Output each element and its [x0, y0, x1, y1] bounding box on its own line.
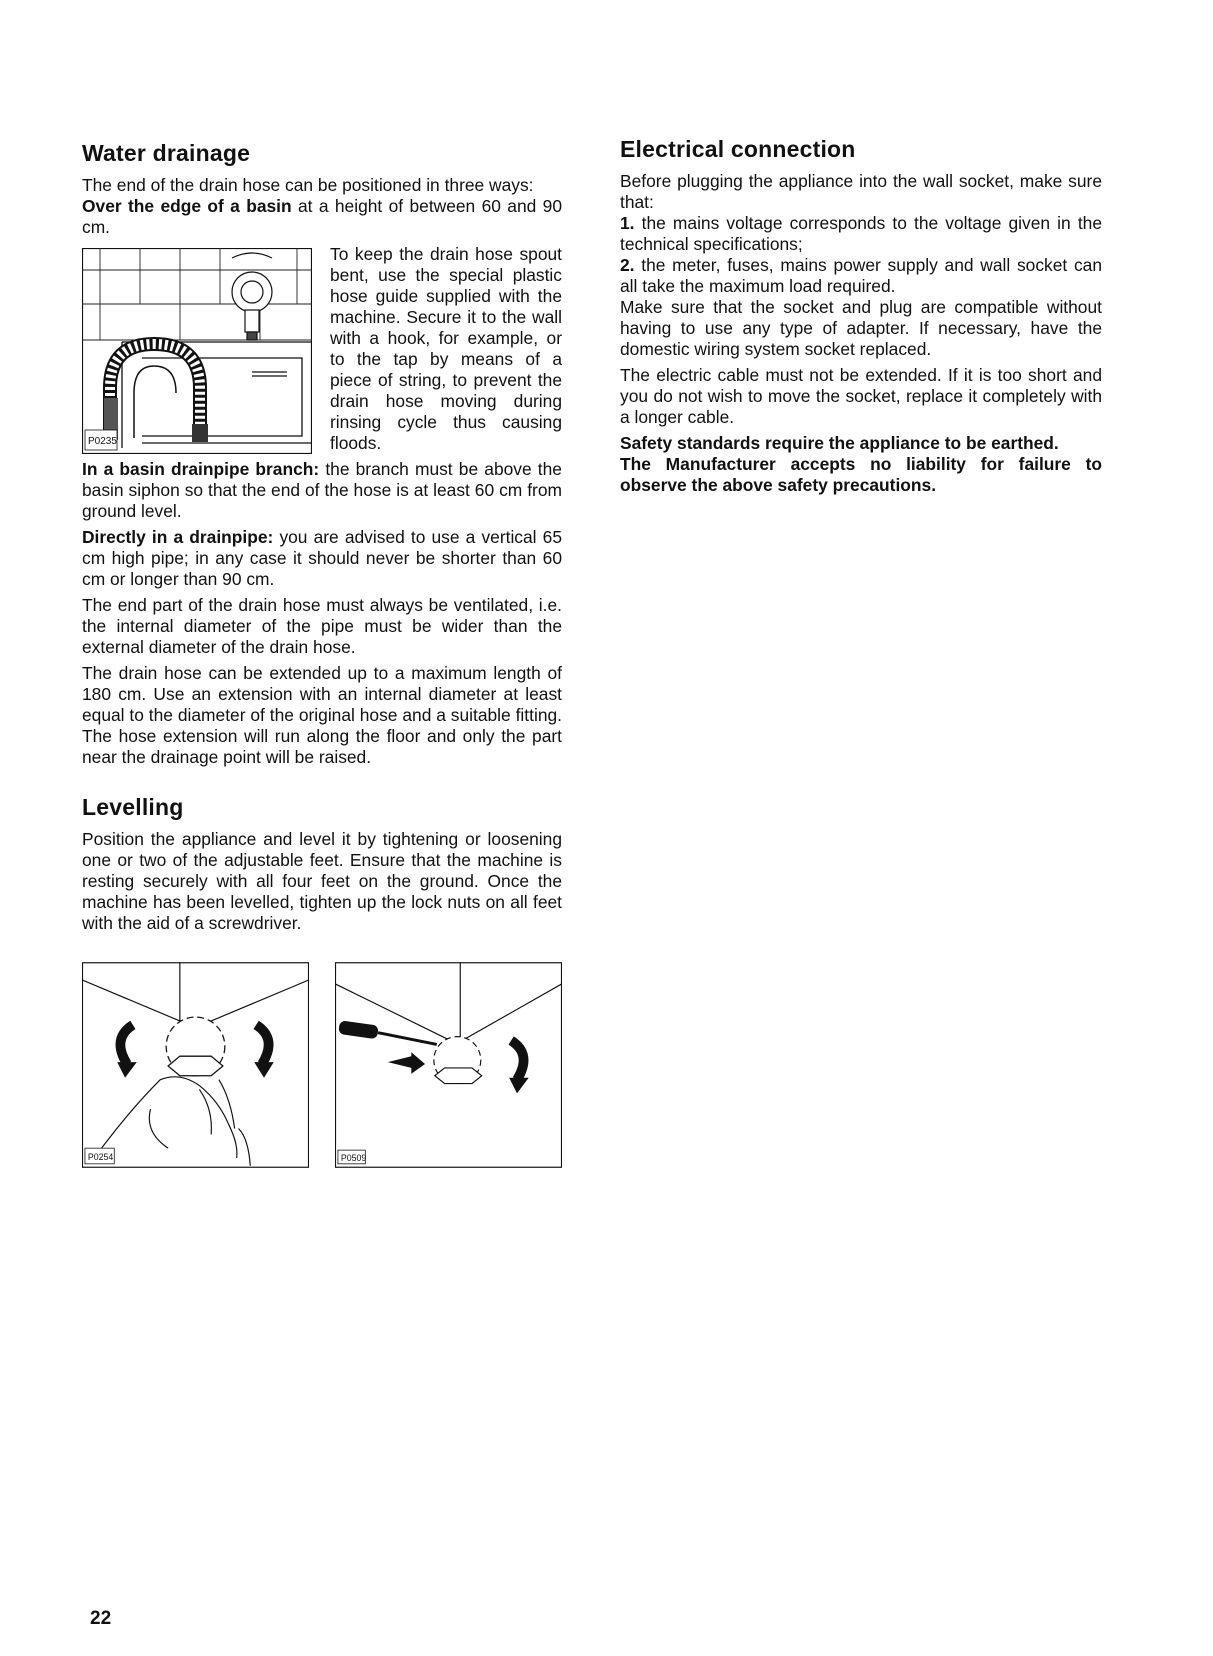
electrical-item-2-number: 2.: [620, 255, 635, 275]
safety-notice-text: Safety standards require the appliance to be earthed.: [620, 433, 1059, 453]
basin-branch-text: the branch must be above the basin siphon so that the end of the hose is at least 60 cm from ground level.: [82, 459, 562, 521]
levelling-section: [82, 794, 562, 1170]
basin-text: at a height of between 60 and 90 cm.: [82, 196, 563, 237]
hose-guide-figure-code: P0235: [88, 436, 117, 447]
screwdriver-figure-code: P0509: [340, 1152, 367, 1163]
drainpipe-paragraph: [82, 527, 562, 590]
water-drainage-intro: The end of the drain hose can be positioned in three ways:: [82, 175, 534, 195]
levelling-text: Position the appliance and level it by tightening or loosening one or two of the adjustable feet. Ensure that the machine is resting securely with all four feet on the ground. Once the machine has been levelled, tighten up the lock nuts on all feet with the aid of a screwdriver.: [82, 829, 562, 933]
hand-figure-code: P0254: [87, 1151, 114, 1162]
left-column: [82, 140, 562, 1170]
electrical-item-2: [620, 255, 1102, 297]
electrical-connection-section: [620, 136, 1102, 496]
extension-paragraph: The drain hose can be extended up to a maximum length of 180 cm. Use an extension with an internal diameter at least equal to the diameter of the original hose and a suitable fitting. The hose extension will run along the floor and only the part near the drainage point will be raised.: [82, 663, 562, 767]
drainpipe-text: you are advised to use a vertical 65 cm high pipe; in any case it should never be shorter than 60 cm or longer than 90 cm.: [82, 527, 562, 589]
levelling-figures: [82, 960, 562, 1170]
electrical-connection-heading: Electrical connection: [620, 136, 856, 162]
hose-guide-figure-block: [82, 244, 562, 459]
drainpipe-label: Directly in a drainpipe:: [82, 527, 274, 547]
hand-adjusting-foot-illustration: [82, 960, 309, 1170]
ventilated-paragraph: The end part of the drain hose must always be ventilated, i.e. the internal diameter of the pipe must be wider than the external diameter of the drain hose.: [82, 595, 562, 657]
basin-branch-paragraph: [82, 459, 562, 522]
adapter-paragraph: Make sure that the socket and plug are compatible without having to use any type of adapter. If necessary, have the domestic wiring system socket replaced.: [620, 297, 1102, 359]
liability-notice: [620, 454, 1102, 496]
levelling-heading: Levelling: [82, 794, 184, 820]
water-drainage-section: [82, 140, 562, 768]
cable-paragraph: The electric cable must not be extended. If it is too short and you do not wish to move the socket, replace it completely with a longer cable.: [620, 365, 1102, 427]
electrical-item-1: [620, 213, 1102, 255]
electrical-item-1-text: the mains voltage corresponds to the voltage given in the technical specifications;: [620, 213, 1102, 254]
liability-notice-text: The Manufacturer accepts no liability for failure to observe the above safety precautions.: [620, 454, 1102, 495]
right-column: [620, 136, 1102, 501]
hose-guide-wrap-text: To keep the drain hose spout bent, use the special plastic hose guide supplied with the machine. Secure it to the wall with a hook, for example, or to the tap by means of a piece of string, to prevent the drain hose moving during rinsing cycle thus causing floods.: [330, 244, 562, 453]
basin-paragraph: [82, 196, 562, 238]
page-number: 22: [90, 1608, 112, 1629]
basin-label: Over the edge of a basin: [82, 196, 292, 216]
basin-branch-label: In a basin drainpipe branch:: [82, 459, 320, 479]
safety-notice: [620, 433, 1102, 454]
screwdriver-lock-nut-illustration: [335, 960, 562, 1170]
electrical-item-2-text: the meter, fuses, mains power supply and wall socket can all take the maximum load required.: [620, 255, 1102, 296]
electrical-item-1-number: 1.: [620, 213, 635, 233]
electrical-intro: Before plugging the appliance into the wall socket, make sure that:: [620, 171, 1102, 212]
water-drainage-heading: Water drainage: [82, 140, 251, 166]
hose-guide-illustration: [82, 248, 312, 454]
